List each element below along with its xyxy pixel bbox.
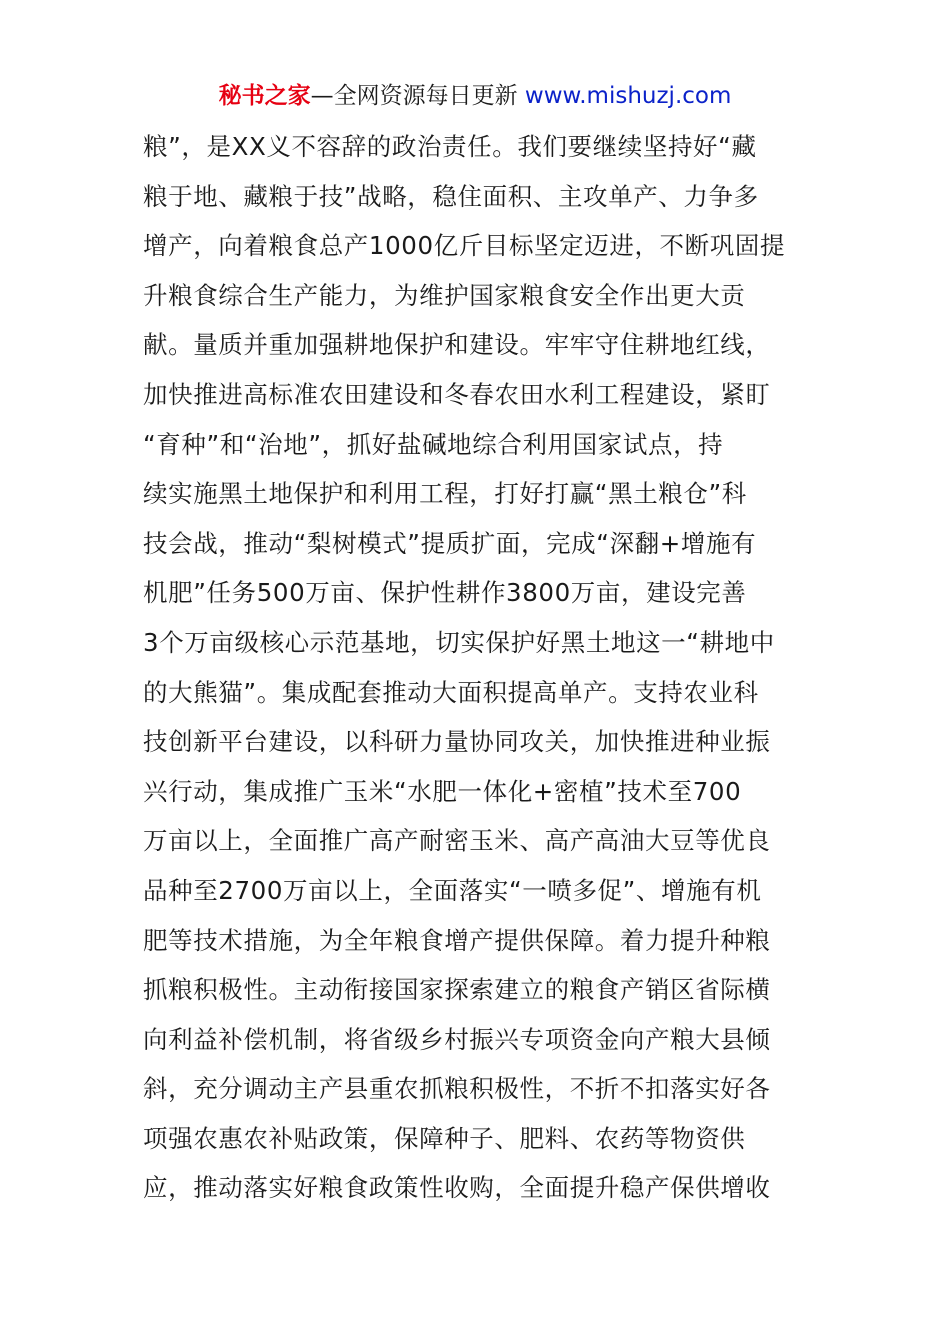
text-line: 品种至2700万亩以上，全面落实“一喷多促”、增施有机 [143, 875, 762, 905]
text-line: 续实施黑土地保护和利用工程，打好打赢“黑土粮仓”科 [143, 479, 747, 509]
text-line: 技创新平台建设，以科研力量协同攻关，加快推进种业振 [143, 727, 771, 757]
page-header [0, 80, 950, 112]
text-line: 兴行动，集成推广玉米“水肥一体化+密植”技术至700 [143, 776, 742, 806]
text-line: 应，推动落实好粮食政策性收购，全面提升稳产保供增收 [143, 1173, 771, 1203]
text-line: 粮于地、藏粮于技”战略，稳住面积、主攻单产、力争多 [143, 181, 759, 211]
text-line: 3个万亩级核心示范基地，切实保护好黑土地这一“耕地中 [143, 627, 775, 657]
site-brand: 秘书之家 [218, 83, 311, 109]
text-line: 向利益补偿机制，将省级乡村振兴专项资金向产粮大县倾 [143, 1024, 771, 1054]
site-tagline: —全网资源每日更新 [310, 83, 525, 109]
text-line: 技会战，推动“梨树模式”提质扩面，完成“深翻+增施有 [143, 528, 757, 558]
site-url[interactable]: www.mishuzj.com [524, 83, 732, 109]
text-line: 万亩以上，全面推广高产耐密玉米、高产高油大豆等优良 [143, 826, 771, 856]
text-line: 升粮食综合生产能力，为维护国家粮食安全作出更大贡 [143, 280, 746, 310]
text-line: 斜，充分调动主产县重农抓粮积极性，不折不扣落实好各 [143, 1074, 771, 1104]
text-line: 抓粮积极性。主动衔接国家探索建立的粮食产销区省际横 [143, 975, 771, 1005]
text-line: 机肥”任务500万亩、保护性耕作3800万亩，建设完善 [143, 578, 747, 608]
text-line: 粮”，是XX义不容辞的政治责任。我们要继续坚持好“藏 [143, 132, 757, 161]
text-line: “育种”和“治地”，抓好盐碱地综合利用国家试点，持 [143, 429, 724, 459]
text-line: 肥等技术措施，为全年粮食增产提供保障。着力提升种粮 [143, 925, 771, 955]
text-line: 增产，向着粮食总产1000亿斤目标坚定迈进，不断巩固提 [143, 231, 786, 261]
text-line: 献。量质并重加强耕地保护和建设。牢牢守住耕地红线， [143, 330, 771, 360]
text-line: 的大熊猫”。集成配套推动大面积提高单产。支持农业科 [143, 677, 759, 707]
document-body [143, 122, 813, 1213]
text-line: 项强农惠农补贴政策，保障种子、肥料、农药等物资供 [143, 1123, 746, 1153]
text-line: 加快推进高标准农田建设和冬春农田水利工程建设，紧盯 [143, 379, 771, 409]
